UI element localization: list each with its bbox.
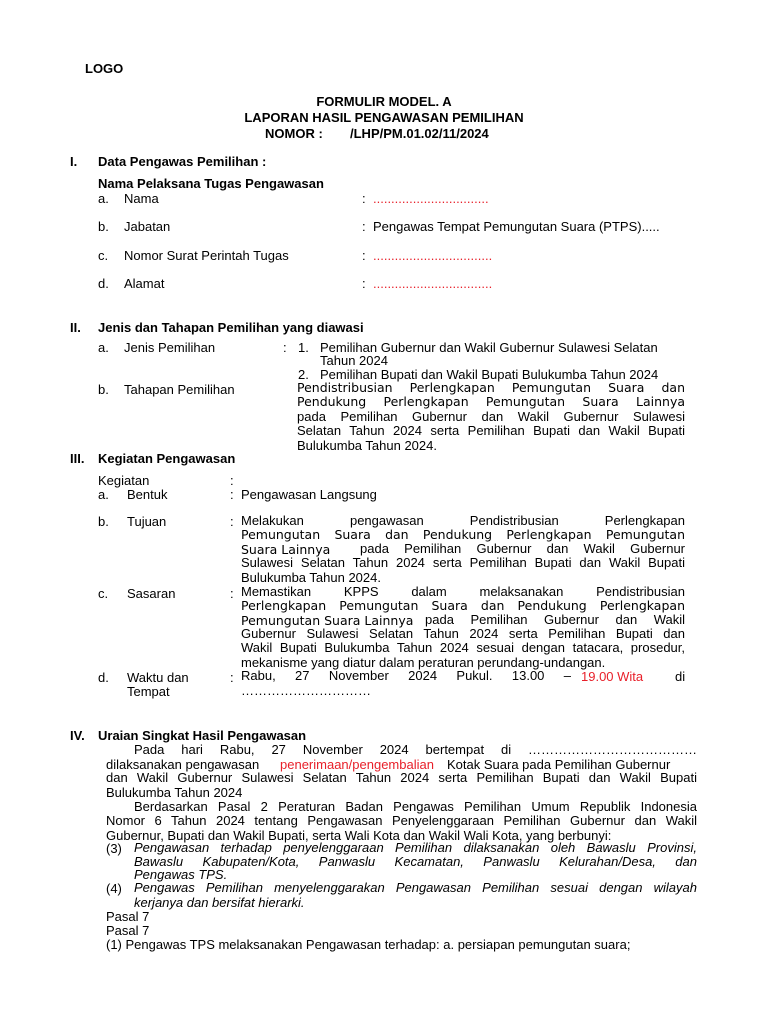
quote-3-number: (3)	[106, 841, 122, 856]
tujuan-line-2: Pemungutan Suara dan Pendukung Perlengkapan Pemungutan	[241, 527, 685, 542]
row-nomor-surat-letter: c.	[98, 248, 109, 263]
jenis-item-1-number: 1.	[298, 340, 309, 355]
row-jabatan-letter: b.	[98, 219, 109, 234]
nomor-value: /LHP/PM.01.02/11/2024	[350, 126, 489, 141]
waktu-value-part-3: di	[675, 669, 686, 684]
waktu-value-red-time: 19.00 Wita	[581, 669, 644, 684]
tujuan-line-3a: Suara Lainnya	[241, 542, 331, 557]
row-nama-letter: a.	[98, 191, 109, 206]
quote-3-line-3: Pengawas TPS.	[134, 867, 228, 882]
uraian-p2-line-2: Nomor 6 Tahun 2024 tentang Pengawasan Penyelenggaraan Pemilihan Gubernur dan Wakil	[106, 813, 697, 828]
section-2-number: II.	[70, 320, 81, 335]
uraian-p2-line-1: Berdasarkan Pasal 2 Peraturan Badan Pengawas Pemilihan Umum Republik Indonesia	[134, 799, 697, 814]
tujuan-colon: :	[230, 514, 234, 529]
section-1-subtitle: Nama Pelaksana Tugas Pengawasan	[98, 176, 324, 191]
tujuan-letter: b.	[98, 514, 109, 529]
sasaran-colon: :	[230, 586, 234, 601]
row-alamat-letter: d.	[98, 276, 109, 291]
row-nomor-surat-colon: :	[362, 248, 366, 263]
jenis-item-1-line-2: Tahun 2024	[320, 353, 388, 368]
sasaran-line-3a: Pemungutan Suara Lainnya	[241, 613, 414, 628]
kegiatan-colon: :	[230, 473, 234, 488]
sasaran-letter: c.	[98, 586, 109, 601]
bentuk-colon: :	[230, 487, 234, 502]
sasaran-line-4: Gubernur Sulawesi Selatan Tahun 2024 serta Pemilihan Bupati dan	[241, 626, 685, 641]
jenis-item-1-line-1: Pemilihan Gubernur dan Wakil Gubernur Sulawesi Selatan	[320, 340, 658, 355]
section-1-number: I.	[70, 154, 78, 169]
tujuan-line-4: Sulawesi Selatan Tahun 2024 serta Pemilihan Bupati dan Wakil Bupati	[241, 555, 685, 570]
quote-3-line-1: Pengawasan terhadap penyelenggaraan Pemilihan dilaksanakan oleh Bawaslu Provinsi,	[134, 840, 697, 855]
section-4-number: IV.	[70, 728, 85, 743]
uraian-p1-line-2c: Kotak Suara pada Pemilihan Gubernur	[447, 757, 671, 772]
tahapan-label: Tahapan Pemilihan	[124, 382, 235, 397]
sasaran-line-6: mekanisme yang diatur dalam peraturan perundang-undangan.	[241, 655, 606, 670]
tujuan-label: Tujuan	[127, 514, 167, 529]
tujuan-line-5: Bulukumba Tahun 2024.	[241, 570, 381, 585]
waktu-value-line-2: …………………………	[241, 683, 371, 698]
waktu-label-2: Tempat	[127, 684, 170, 699]
pasal-heading-1: Pasal 7	[106, 909, 150, 924]
quote-4-number: (4)	[106, 881, 122, 896]
form-title: FORMULIR MODEL. A	[316, 94, 452, 109]
sasaran-line-1: Memastikan KPPS dalam melaksanakan Pendistribusian	[241, 584, 685, 599]
row-alamat-label: Alamat	[124, 276, 165, 291]
section-3-number: III.	[70, 451, 85, 466]
row-nomor-surat-value: .................................	[373, 248, 493, 263]
section-2-title: Jenis dan Tahapan Pemilihan yang diawasi	[98, 320, 364, 335]
row-alamat-colon: :	[362, 276, 366, 291]
bentuk-letter: a.	[98, 487, 109, 502]
section-4-title: Uraian Singkat Hasil Pengawasan	[98, 728, 307, 743]
jenis-letter: a.	[98, 340, 109, 355]
tahapan-line-4: Selatan Tahun 2024 serta Pemilihan Bupati dan Wakil Bupati	[297, 423, 685, 438]
waktu-value-part-1: Rabu, 27 November 2024 Pukul. 13.00 –	[241, 668, 571, 683]
uraian-p1-line-2-red: penerimaan/pengembalian	[280, 757, 434, 772]
row-nama-label: Nama	[124, 191, 159, 206]
tahapan-letter: b.	[98, 382, 109, 397]
report-title: LAPORAN HASIL PENGAWASAN PEMILIHAN	[244, 110, 524, 125]
tahapan-line-5: Bulukumba Tahun 2024.	[297, 438, 437, 453]
jenis-item-2: Pemilihan Bupati dan Wakil Bupati Bulukumba Tahun 2024	[320, 367, 659, 382]
uraian-p1-line-1: Pada hari Rabu, 27 November 2024 bertempat di …………………………………	[134, 742, 697, 757]
quote-3-line-2: Bawaslu Kabupaten/Kota, Panwaslu Kecamatan, Panwaslu Kelurahan/Desa, dan	[134, 854, 697, 869]
uraian-p1-line-3: dan Wakil Gubernur Sulawesi Selatan Tahun 2024 serta Pemilihan Bupati dan Wakil Bupati	[106, 770, 697, 785]
uraian-p2-line-3: Gubernur, Bupati dan Wakil Bupati, serta Wali Kota dan Wakil Wali Kota, yang berbunyi:	[106, 828, 612, 843]
jenis-label: Jenis Pemilihan	[124, 340, 216, 355]
uraian-p1-line-4: Bulukumba Tahun 2024	[106, 785, 243, 800]
jenis-item-2-number: 2.	[298, 367, 309, 382]
tahapan-line-1: Pendistribusian Perlengkapan Pemungutan Suara dan	[297, 380, 685, 395]
sasaran-line-2: Perlengkapan Pemungutan Suara dan Pendukung Perlengkapan	[241, 598, 685, 613]
bentuk-value: Pengawasan Langsung	[241, 487, 377, 502]
row-nama-colon: :	[362, 191, 366, 206]
sasaran-line-5: Wakil Bupati Bulukumba Tahun 2024 sesuai dengan tatacara, prosedur,	[241, 640, 685, 655]
nomor-label: NOMOR :	[265, 126, 323, 141]
pasal-heading-2: Pasal 7	[106, 923, 150, 938]
logo-text: LOGO	[85, 61, 124, 76]
kegiatan-label: Kegiatan	[98, 473, 150, 488]
section-3-title: Kegiatan Pengawasan	[98, 451, 236, 466]
tujuan-line-1: Melakukan pengawasan Pendistribusian Perlengkapan	[241, 513, 685, 528]
tujuan-line-3b: pada Pemilihan Gubernur dan Wakil Gubernur	[360, 541, 685, 556]
quote-4-line-1: Pengawas Pemilihan menyelenggarakan Pengawasan Pemilihan sesuai dengan wilayah	[134, 880, 697, 895]
row-jabatan-value: Pengawas Tempat Pemungutan Suara (PTPS).....	[373, 219, 660, 234]
quote-4-line-2: kerjanya dan bersifat hierarki.	[134, 895, 305, 910]
row-alamat-value: .................................	[373, 276, 493, 291]
waktu-label-1: Waktu dan	[127, 670, 189, 685]
pasal-7-item-1: (1) Pengawas TPS melaksanakan Pengawasan terhadap: a. persiapan pemungutan suara;	[106, 937, 631, 952]
sasaran-line-3b: pada Pemilihan Gubernur dan Wakil	[425, 612, 685, 627]
uraian-p1-line-2a: dilaksanakan pengawasan	[106, 757, 260, 772]
jenis-colon: :	[283, 340, 287, 355]
tahapan-line-2: Pendukung Perlengkapan Pemungutan Suara Lainnya	[297, 394, 685, 409]
section-1-title: Data Pengawas Pemilihan :	[98, 154, 267, 169]
waktu-letter: d.	[98, 670, 109, 685]
tahapan-line-3: pada Pemilihan Gubernur dan Wakil Gubernur Sulawesi	[297, 409, 685, 424]
sasaran-label: Sasaran	[127, 586, 176, 601]
row-jabatan-colon: :	[362, 219, 366, 234]
waktu-colon: :	[230, 670, 234, 685]
row-jabatan-label: Jabatan	[124, 219, 171, 234]
row-nomor-surat-label: Nomor Surat Perintah Tugas	[124, 248, 289, 263]
row-nama-value: ................................	[373, 191, 489, 206]
bentuk-label: Bentuk	[127, 487, 168, 502]
